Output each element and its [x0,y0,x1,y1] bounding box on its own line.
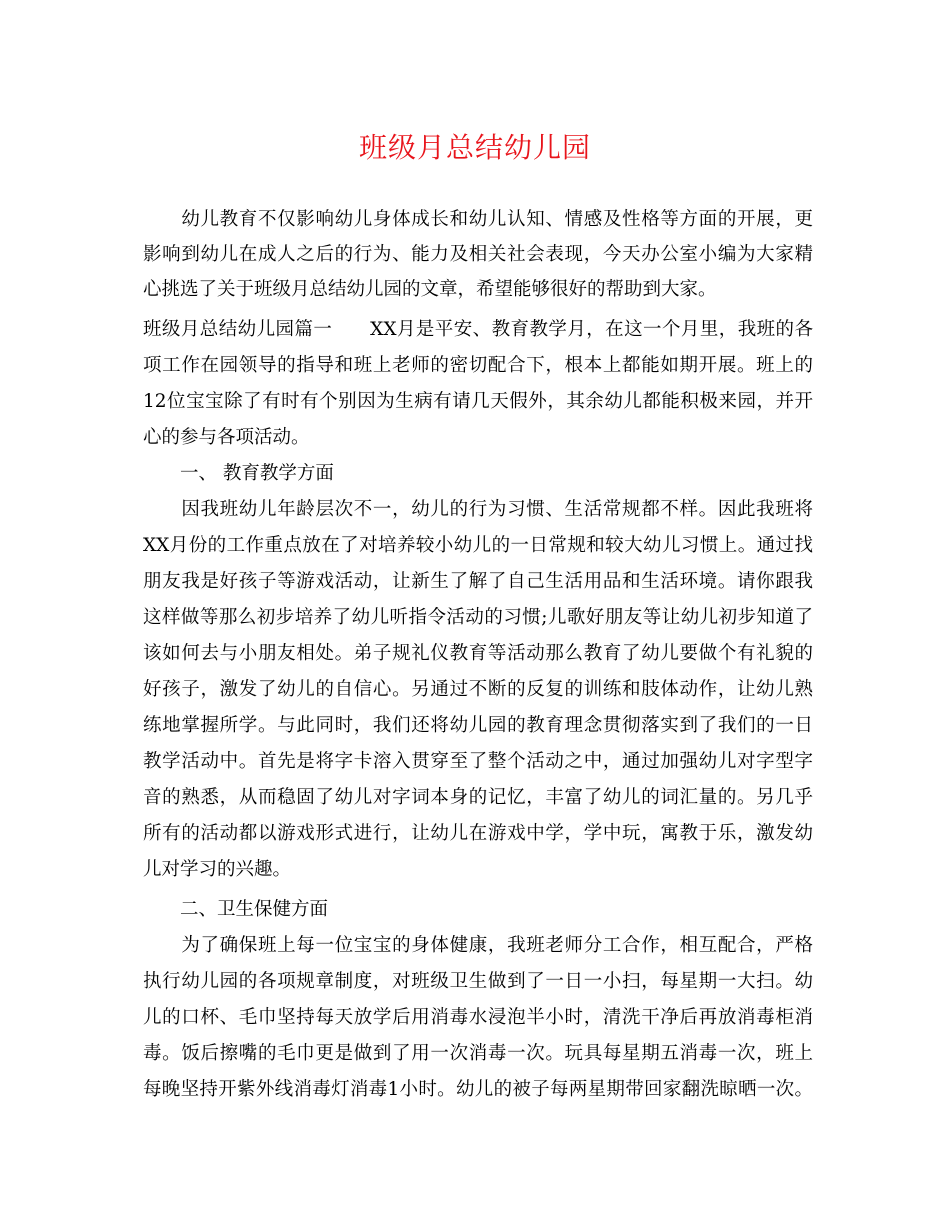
paragraph-line: 为了确保班上每一位宝宝的身体健康，我班老师分工合作，相互配合，严格 [143,935,813,956]
paragraph-line: 好孩子，激发了幼儿的自信心。另通过不断的反复的训练和肢体动作，让幼儿熟 [143,679,813,700]
paragraph-line: 幼儿教育不仅影响幼儿身体成长和幼儿认知、情感及性格等方面的开展，更 [143,209,813,230]
paragraph-line: 心的参与各项活动。 [143,427,310,448]
paragraph-line: 心挑选了关于班级月总结幼儿园的文章，希望能够很好的帮助到大家。 [143,279,717,300]
paragraph-line: 儿的口杯、毛巾坚持每天放学后用消毒水浸泡半小时，清洗干净后再放消毒柜消 [143,1007,813,1028]
paragraph-line: 该如何去与小朋友相处。弟子规礼仪教育等活动那么教育了幼儿要做个有礼貌的 [143,643,813,664]
paragraph-line: 儿对学习的兴趣。 [143,859,292,880]
section-heading: 一、 教育教学方面 [143,463,334,484]
paragraph-line: 因我班幼儿年龄层次不一，幼儿的行为习惯、生活常规都不样。因此我班将 [143,499,813,520]
paragraph-line: 12位宝宝除了有时有个别因为生病有请几天假外，其余幼儿都能积极来园，并开 [143,391,813,412]
paragraph-line: 教学活动中。首先是将字卡溶入贯穿至了整个活动之中，通过加强幼儿对字型字 [143,751,813,772]
paragraph-line: XX月份的工作重点放在了对培养较小幼儿的一日常规和较大幼儿习惯上。通过找 [143,535,813,556]
paragraph-line: 影响到幼儿在成人之后的行为、能力及相关社会表现，今天办公室小编为大家精 [143,244,813,265]
paragraph-line: 所有的活动都以游戏形式进行，让幼儿在游戏中学，学中玩，寓教于乐，激发幼 [143,823,813,844]
paragraph-line: 音的熟悉，从而稳固了幼儿对字词本身的记忆，丰富了幼儿的词汇量的。另几乎 [143,787,813,808]
paragraph-line: 毒。饭后擦嘴的毛巾更是做到了用一次消毒一次。玩具每星期五消毒一次，班上 [143,1043,813,1064]
document-title: 班级月总结幼儿园 [358,131,591,164]
paragraph-line: 每晚坚持开紫外线消毒灯消毒1小时。幼儿的被子每两星期带回家翻洗晾晒一次。 [143,1079,813,1100]
paragraph-line: 项工作在园领导的指导和班上老师的密切配合下，根本上都能如期开展。班上的 [143,355,813,376]
section-heading: 二、卫生保健方面 [143,899,329,920]
paragraph-line: 执行幼儿园的各项规章制度，对班级卫生做到了一日一小扫，每星期一大扫。幼 [143,971,813,992]
paragraph-line: 朋友我是好孩子等游戏活动，让新生了解了自己生活用品和生活环境。请你跟我 [143,571,813,592]
paragraph-line: 练地掌握所学。与此同时，我们还将幼儿园的教育理念贯彻落实到了我们的一日 [143,715,813,736]
paragraph-line: 班级月总结幼儿园篇一 XX月是平安、教育教学月，在这一个月里，我班的各 [143,319,813,340]
paragraph-line: 这样做等那么初步培养了幼儿听指令活动的习惯;儿歌好朋友等让幼儿初步知道了 [143,607,813,628]
